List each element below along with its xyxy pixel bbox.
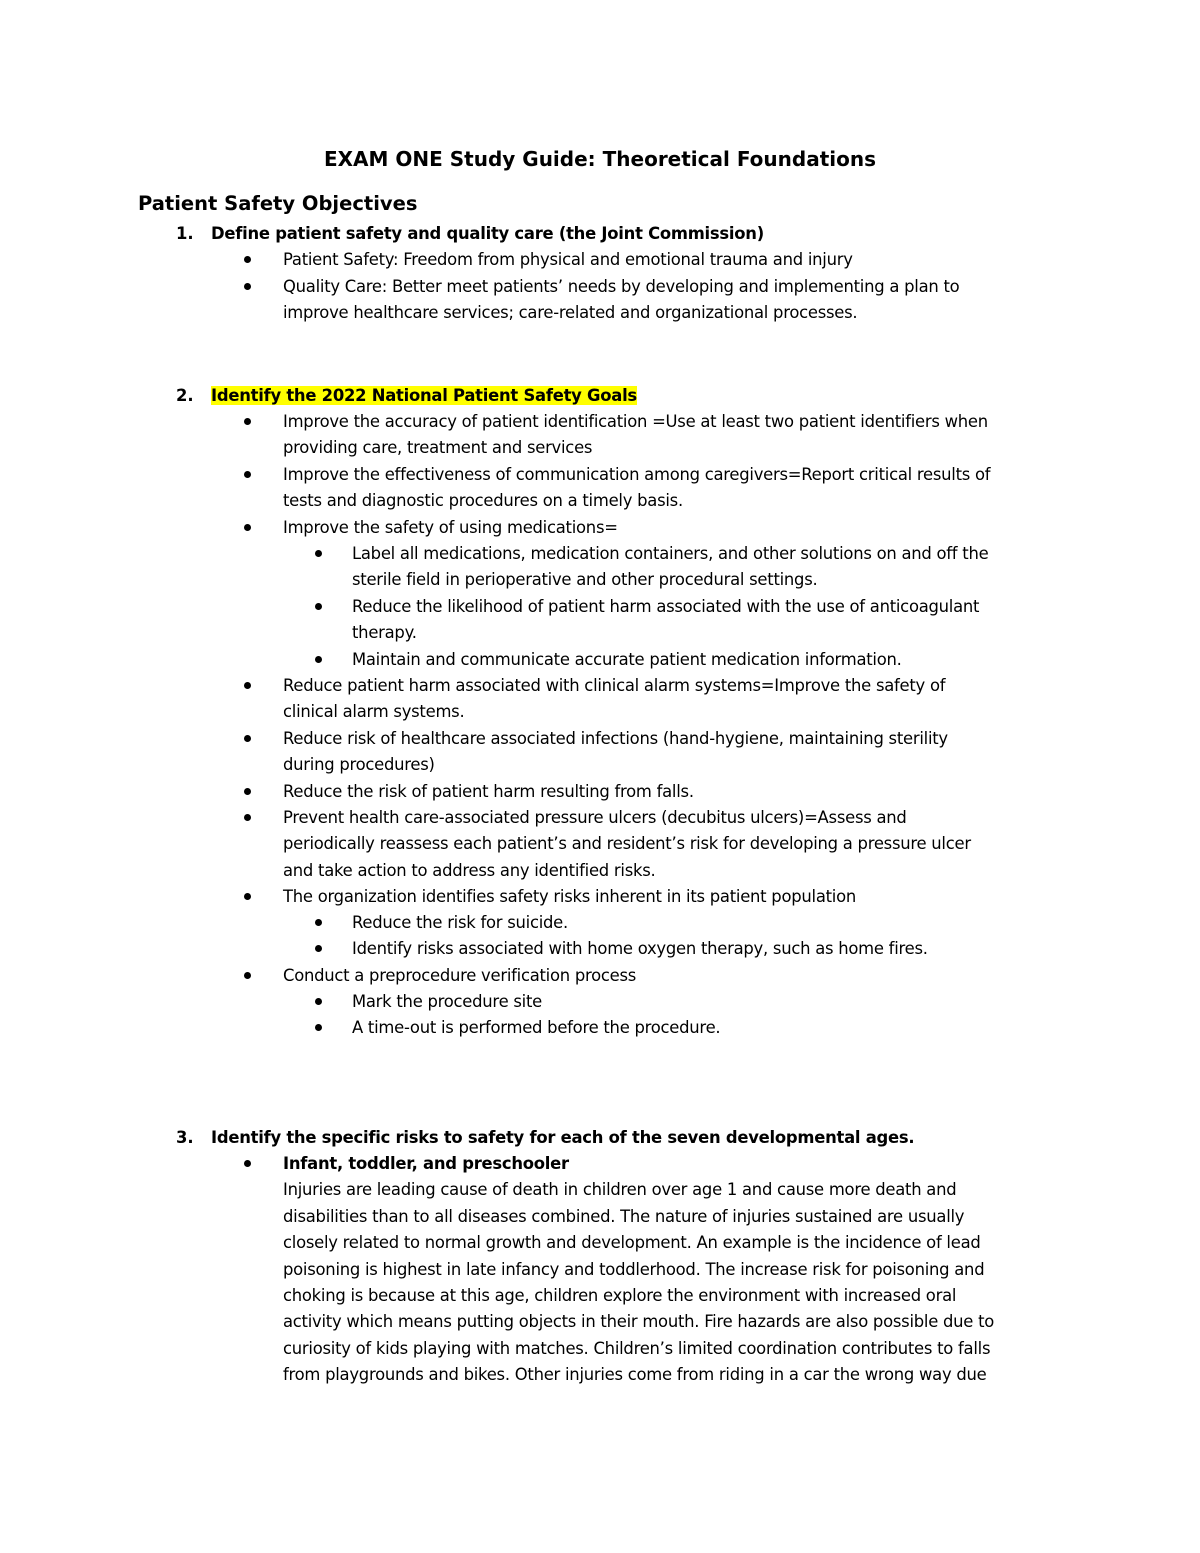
bullet-icon [244,256,251,263]
list-item-line: Improve the accuracy of patient identification =Use at least two patient identifiers when [283,412,988,431]
sub-list-item [352,989,542,1015]
list-item-line: Mark the procedure site [352,992,542,1011]
list-item-line: tests and diagnostic procedures on a timely basis. [283,491,683,511]
list-item [283,247,853,273]
list-item-line: Improve the effectiveness of communication among caregivers=Report critical results of [283,465,991,484]
bullet-icon [244,418,251,425]
bullet-icon [244,1160,251,1167]
list-item-line: Reduce the likelihood of patient harm associated with the use of anticoagulant [352,597,980,616]
list-item-line: during procedures) [283,755,435,775]
item-heading-1: Define patient safety and quality care (the Joint Commission) [211,224,764,243]
list-item-line: Reduce the risk for suicide. [352,913,568,932]
bullet-icon [244,788,251,795]
item-number-2: 2. [176,386,194,405]
paragraph-line: curiosity of kids playing with matches. Children’s limited coordination contributes to falls [283,1338,991,1358]
list-item [283,1151,994,1389]
list-item [283,805,971,884]
item-heading-2 [211,383,637,409]
item-heading-3: Identify the specific risks to safety for each of the seven developmental ages. [211,1128,915,1147]
list-item-line: clinical alarm systems. [283,702,465,722]
item-number-1: 1. [176,224,194,243]
bullet-icon [244,682,251,689]
sub-list-item [352,647,902,673]
list-item [283,274,959,327]
list-item-line: A time-out is performed before the procedure. [352,1018,721,1037]
sub-list-item [352,910,568,936]
paragraph-line: activity which means putting objects in their mouth. Fire hazards are also possible due to [283,1312,995,1332]
list-item-line: therapy. [352,623,417,643]
list-item-heading: Infant, toddler, and preschooler [283,1154,569,1173]
list-item-line: Reduce patient harm associated with clinical alarm systems=Improve the safety of [283,676,946,695]
bullet-icon [315,945,322,952]
bullet-icon [244,814,251,821]
list-item [283,462,990,515]
list-item-line: Quality Care: Better meet patients’ needs by developing and implementing a plan to [283,277,960,296]
list-item-line: Maintain and communicate accurate patient medication information. [352,650,902,669]
list-item-line: improve healthcare services; care-related and organizational processes. [283,303,858,323]
list-item-line: periodically reassess each patient’s and resident’s risk for developing a pressure ulcer [283,834,971,854]
bullet-icon [315,919,322,926]
list-item-line: Label all medications, medication containers, and other solutions on and off the [352,544,989,563]
paragraph-line: disabilities than to all diseases combined. The nature of injuries sustained are usually [283,1206,965,1226]
sub-list-item [352,936,928,962]
list-item-line: Reduce risk of healthcare associated infections (hand-hygiene, maintaining sterility [283,729,948,748]
list-item-line: and take action to address any identified risks. [283,860,656,880]
paragraph-line: choking is because at this age, children explore the environment with increased oral [283,1286,957,1306]
list-item [283,409,988,462]
bullet-icon [244,735,251,742]
bullet-icon [315,1024,322,1031]
bullet-icon [244,893,251,900]
bullet-icon [244,524,251,531]
list-item [283,673,945,726]
list-item-line: Improve the safety of using medications= [283,518,618,537]
paragraph-line: poisoning is highest in late infancy and toddlerhood. The increase risk for poisoning and [283,1259,985,1279]
bullet-icon [315,998,322,1005]
sub-list-item [352,1015,720,1041]
list-item-line: Prevent health care-associated pressure ulcers (decubitus ulcers)=Assess and [283,808,907,827]
bullet-icon [244,283,251,290]
list-item-line: Identify risks associated with home oxygen therapy, such as home fires. [352,939,928,958]
section-heading: Patient Safety Objectives [138,192,418,215]
sub-list-item [352,594,979,647]
paragraph-line: from playgrounds and bikes. Other injuries come from riding in a car the wrong way due [283,1365,987,1385]
list-item-line: Conduct a preprocedure verification process [283,966,637,985]
list-item [283,963,636,989]
list-item-line: The organization identifies safety risks inherent in its patient population [283,887,857,906]
list-item-line: providing care, treatment and services [283,438,593,458]
list-item [283,726,948,779]
item-number-3: 3. [176,1128,194,1147]
page-title: EXAM ONE Study Guide: Theoretical Foundations [323,147,877,171]
bullet-icon [315,603,322,610]
list-item [283,515,618,541]
list-item [283,884,856,910]
bullet-icon [315,656,322,663]
bullet-icon [244,972,251,979]
bullet-icon [315,550,322,557]
list-item [283,779,694,805]
paragraph-line: closely related to normal growth and development. An example is the incidence of lead [283,1233,981,1253]
list-item-line: Reduce the risk of patient harm resulting from falls. [283,782,694,801]
bullet-icon [244,471,251,478]
highlighted-heading: Identify the 2022 National Patient Safety Goals [211,386,637,405]
sub-list-item [352,541,988,594]
paragraph-line: Injuries are leading cause of death in children over age 1 and cause more death and [283,1180,957,1200]
list-item-line: Patient Safety: Freedom from physical and emotional trauma and injury [283,250,853,269]
list-item-line: sterile field in perioperative and other procedural settings. [352,570,818,590]
